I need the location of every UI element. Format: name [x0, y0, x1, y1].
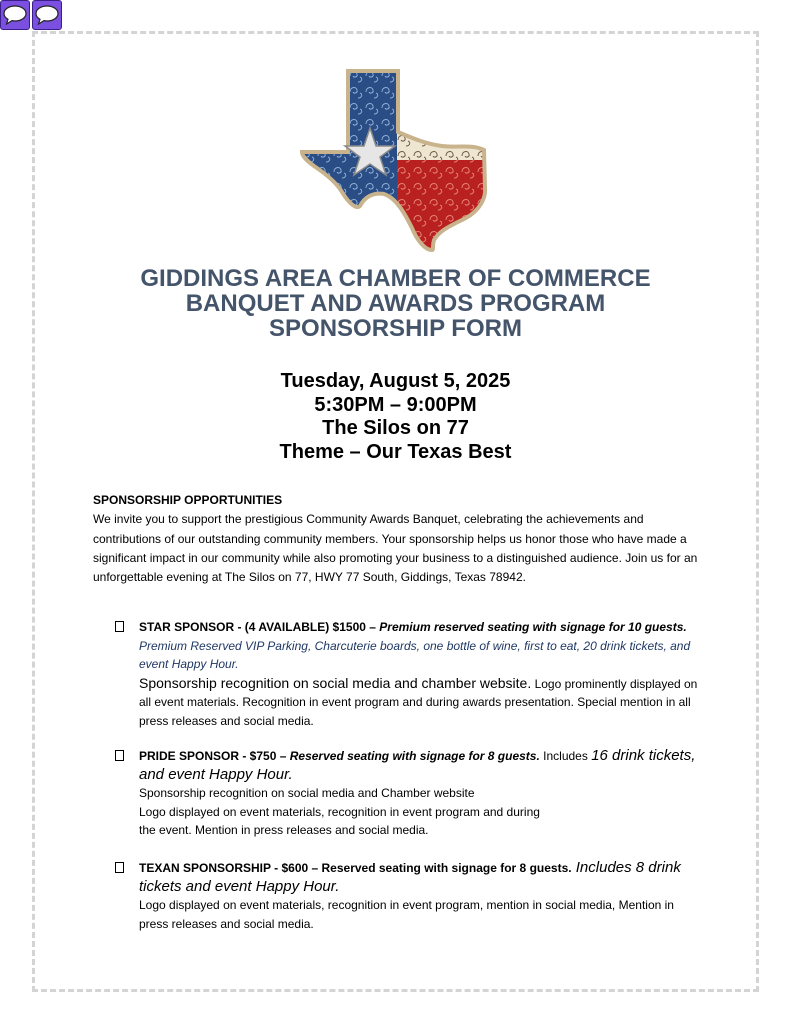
pride-sponsor-item	[139, 747, 699, 840]
title-line: BANQUET AND AWARDS PROGRAM	[185, 290, 606, 317]
intro-section	[93, 491, 713, 587]
star-sponsor-details: Logo prominently displayed on all event materials. Recognition in event program and during awards presentation. Special mention in all press releases and social media.	[139, 676, 698, 728]
intro-paragraph: We invite you to support the prestigious Community Awards Banquet, celebrating the achievements and contributions of our outstanding community members. Your sponsorship helps us honor those who have made a significant impact in our community while also promoting your business to a distinguished audience. Join us for an unforgettable evening at The Silos on 77, HWY 77 South, Giddings, Texas 78942.	[93, 512, 698, 585]
star-sponsor-checkbox[interactable]	[115, 621, 124, 632]
star-sponsor-perks: Premium Reserved VIP Parking, Charcuterie boards, one bottle of wine, first to eat, 20 drink tickets, and event Happy Hour.	[139, 638, 691, 671]
texas-flag-star-icon	[300, 68, 490, 252]
comment-button[interactable]	[0, 0, 30, 30]
title-line: GIDDINGS AREA CHAMBER OF COMMERCE	[140, 265, 651, 292]
star-sponsor-recognition: Sponsorship recognition on social media and chamber website.	[139, 674, 532, 691]
star-sponsor-seating: Premium reserved seating with signage for 10 guests.	[379, 620, 687, 634]
pride-sponsor-line: the event. Mention in press releases and social media.	[139, 823, 429, 837]
title-line: SPONSORSHIP FORM	[269, 315, 522, 342]
pride-sponsor-line: Logo displayed on event materials, recognition in event program and during	[139, 804, 540, 819]
event-details	[60, 370, 731, 464]
section-heading: SPONSORSHIP OPPORTUNITIES	[93, 493, 283, 507]
texan-sponsor-item	[139, 859, 699, 933]
texan-sponsor-title: TEXAN SPONSORSHIP - $600 – Reserved seating with signage for 8 guests.	[139, 861, 572, 875]
texan-sponsor-checkbox[interactable]	[115, 862, 124, 873]
speech-bubble-icon	[3, 5, 27, 25]
event-time: 5:30PM – 9:00PM	[314, 393, 477, 416]
pride-sponsor-title: PRIDE SPONSOR - $750 –	[139, 749, 290, 763]
pride-sponsor-perks: 16 drink tickets, and event Happy Hour.	[139, 747, 696, 783]
pride-sponsor-includes: Includes	[539, 749, 592, 763]
texan-sponsor-perks: Includes 8 drink tickets and event Happy Hour.	[139, 859, 681, 895]
pride-sponsor-line: Sponsorship recognition on social media and Chamber website	[139, 786, 475, 800]
speech-bubble-icon	[35, 5, 59, 25]
pride-sponsor-checkbox[interactable]	[115, 750, 124, 761]
texan-sponsor-details: Logo displayed on event materials, recognition in event program, mention in social media, Mention in press releases and social media.	[139, 898, 674, 931]
page-title	[60, 266, 731, 341]
event-venue: The Silos on 77	[322, 417, 469, 439]
pride-sponsor-seating: Reserved seating with signage for 8 guests.	[289, 749, 540, 763]
event-theme: Theme – Our Texas Best	[279, 440, 512, 463]
star-sponsor-item	[139, 618, 699, 730]
comment-button[interactable]	[32, 0, 62, 30]
event-date: Tuesday, August 5, 2025	[280, 370, 511, 392]
star-sponsor-title: STAR SPONSOR - (4 AVAILABLE) $1500 –	[139, 620, 380, 634]
